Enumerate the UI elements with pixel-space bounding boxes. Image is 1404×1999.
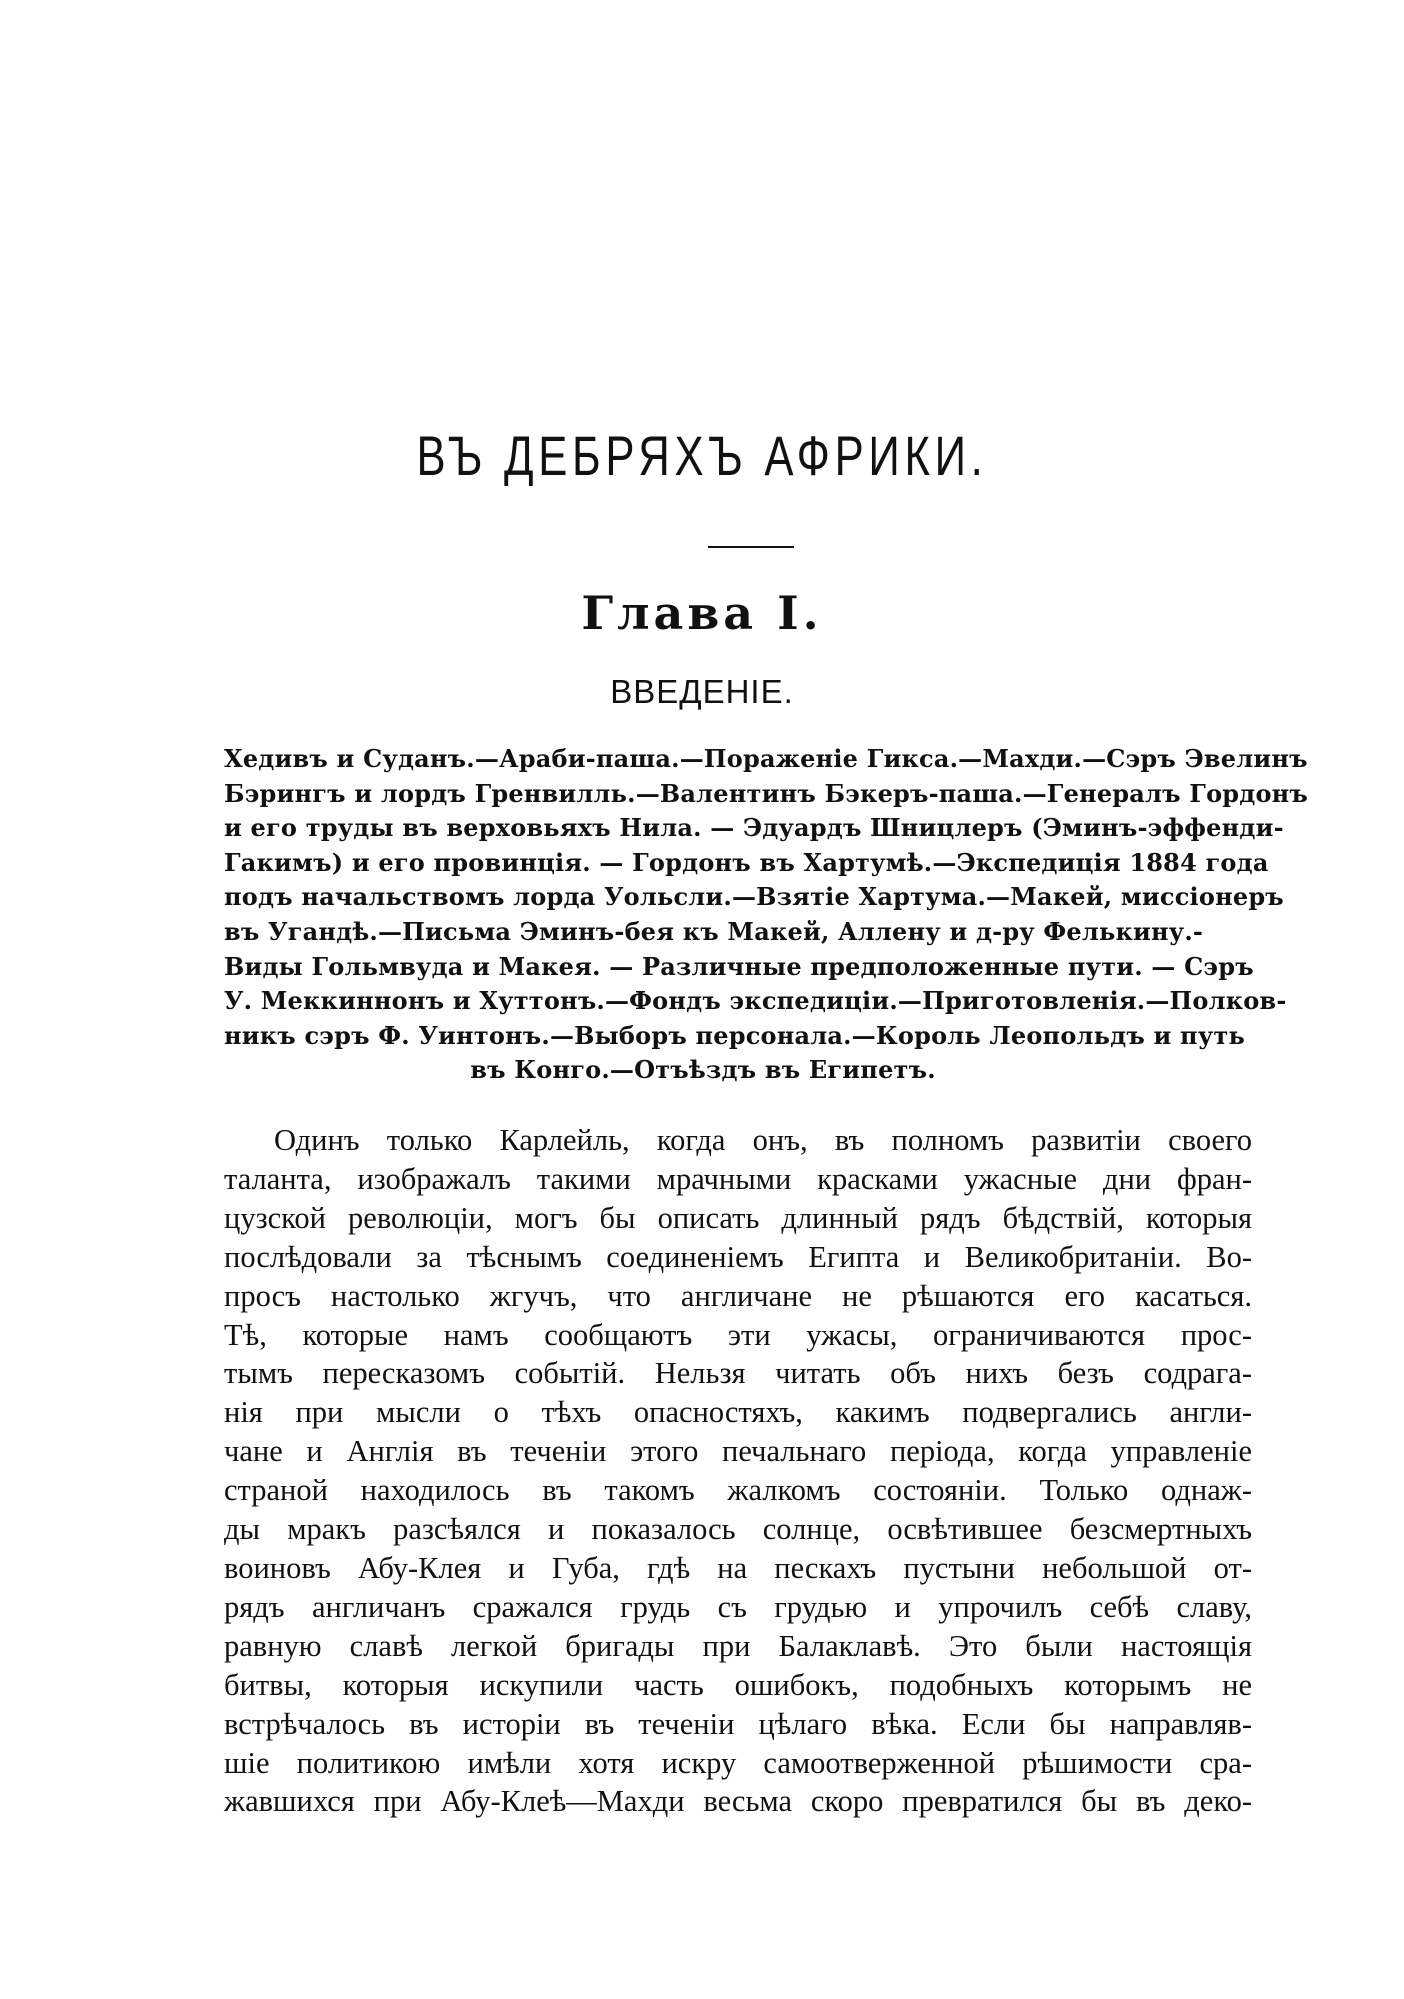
- body-line: таланта, изображалъ такими мрачными красками ужасные дни фран-: [224, 1161, 1252, 1196]
- body-line: цузской революціи, могъ бы описать длинный рядъ бѣдствій, которыя: [224, 1200, 1252, 1235]
- body-line: встрѣчалось въ исторіи въ теченіи цѣлаго вѣка. Если бы направляв-: [224, 1706, 1252, 1741]
- synopsis-line: Хедивъ и Суданъ.—Араби-паша.—Пораженіе Гикса.—Махди.—Сэръ Эвелинъ: [224, 744, 1308, 773]
- chapter-title: Глава I.: [581, 586, 823, 640]
- body-line: тымъ пересказомъ событій. Нельзя читать объ нихъ безъ содрага-: [224, 1356, 1252, 1391]
- synopsis-line: Виды Гольмвуда и Макея. — Различные предположенные пути. — Сэръ: [224, 951, 1254, 981]
- body-line: ды мракъ разсѣялся и показалось солнце, освѣтившее безсмертныхъ: [224, 1512, 1252, 1547]
- body-line: воиновъ Абу-Клея и Губа, гдѣ на пескахъ пустыни небольшой от-: [224, 1550, 1252, 1585]
- synopsis-line: У. Меккиннонъ и Хуттонъ.—Фондъ экспедиціи.—Приготовленія.—Полков-: [224, 986, 1287, 1016]
- body-line: Одинъ только Карлейль, когда онъ, въ полномъ развитіи своего: [274, 1123, 1252, 1157]
- body-line: шіе политикою имѣли хотя искру самоотверженной рѣшимости сра-: [224, 1745, 1252, 1780]
- body-line: нія при мысли о тѣхъ опасностяхъ, какимъ подвергались англи-: [224, 1395, 1252, 1430]
- section-title: ВВЕДЕНІЕ.: [610, 673, 794, 710]
- title-divider: [708, 546, 794, 548]
- synopsis-line: въ Конго.—Отъѣздъ въ Египетъ.: [470, 1055, 936, 1085]
- body-line: Тѣ, которые намъ сообщаютъ эти ужасы, ограничиваются прос-: [224, 1317, 1252, 1352]
- body-paragraph: [224, 1121, 1252, 1821]
- body-line: послѣдовали за тѣснымъ соединеніемъ Египта и Великобританіи. Во-: [224, 1239, 1252, 1274]
- synopsis-line: Бэрингъ и лордъ Гренвилль.—Валентинъ Бэкеръ-паша.—Генералъ Гордонъ: [224, 778, 1309, 808]
- chapter-synopsis: [224, 742, 1309, 1088]
- synopsis-line: и его труды въ верховьяхъ Нила. — Эдуардъ Шницлеръ (Эминъ-эффенди-: [224, 813, 1284, 843]
- body-line: битвы, которыя искупили часть ошибокъ, подобныхъ которымъ не: [224, 1667, 1252, 1702]
- body-line: равную славѣ легкой бригады при Балаклавѣ. Это были настоящія: [224, 1628, 1252, 1663]
- body-line: рядъ англичанъ сражался грудь съ грудью и упрочилъ себѣ славу,: [224, 1589, 1252, 1624]
- body-line: жавшихся при Абу-Клеѣ—Махди весьма скоро превратился бы въ деко-: [224, 1784, 1252, 1819]
- book-title: ВЪ ДЕБРЯХЪ АФРИКИ.: [416, 424, 988, 487]
- body-line: чане и Англія въ теченіи этого печальнаго періода, когда управленіе: [224, 1434, 1252, 1469]
- synopsis-line: подъ начальствомъ лорда Уольсли.—Взятіе Хартума.—Макей, миссіонеръ: [224, 882, 1284, 912]
- body-line: страной находилось въ такомъ жалкомъ состояніи. Только однаж-: [224, 1473, 1252, 1508]
- body-line: просъ настолько жгучъ, что англичане не рѣшаются его касаться.: [224, 1278, 1252, 1313]
- synopsis-line: никъ сэръ Ф. Уинтонъ.—Выборъ персонала.—Король Леопольдъ и путь: [224, 1020, 1245, 1050]
- synopsis-line: Гакимъ) и его провинція. — Гордонъ въ Хартумѣ.—Экспедиція 1884 года: [224, 847, 1269, 877]
- synopsis-line: въ Угандѣ.—Письма Эминъ-бея къ Макей, Аллену и д-ру Фелькину.-: [224, 916, 1204, 946]
